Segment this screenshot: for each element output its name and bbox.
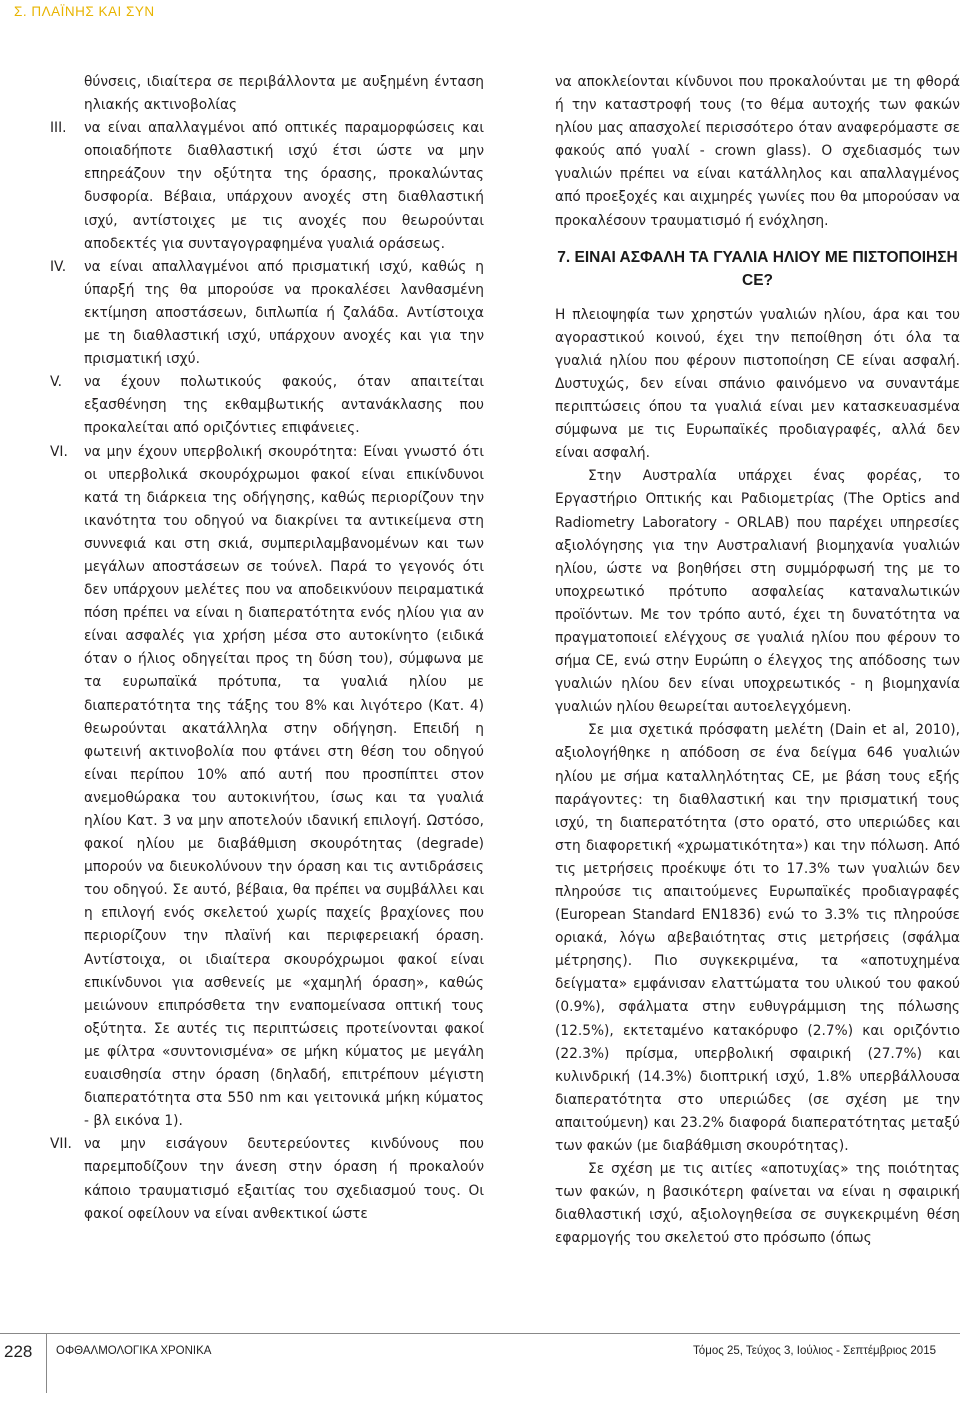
- paragraph-continuation: θύνσεις, ιδιαίτερα σε περιβάλλοντα με αυξημένη ένταση ηλιακής ακτινοβολίας: [84, 74, 484, 114]
- list-item-vi: [50, 441, 484, 1134]
- list-number: VII.: [50, 1136, 72, 1153]
- list-number: V.: [50, 374, 63, 391]
- list-item-iv: [50, 256, 484, 371]
- list-item-text: να είναι απαλλαγμένοι από οπτικές παραμορφώσεις και οποιαδήποτε διαθλαστική ισχύ έτσι ώστε να μην επηρεάζουν την οξύτητα της όρασης, προκαλώντας δυσφορία. Βέβαια, υπάρχουν ανοχές στη διαθλαστική ισχύ, αντίστοιχες με τις ανοχές που θεωρούνται αποδεκτές για συνταγογραφημένα γυαλιά οράσεως.: [84, 120, 484, 252]
- list-item-iii: [50, 117, 484, 256]
- section-heading: 7. ΕΙΝΑΙ ΑΣΦΑΛΗ ΤΑ ΓΥΑΛΙΑ ΗΛΙΟΥ ΜΕ ΠΙΣΤΟΠΟΙΗΣΗ CE?: [557, 248, 958, 289]
- list-number: VI.: [50, 443, 68, 460]
- list-number: III.: [50, 120, 67, 137]
- list-item-text: να μην εισάγουν δευτερεύοντες κινδύνους που παρεμποδίζουν την άνεση στην όραση ή προκαλούν κάποιο τραυματισμό εξαιτίας του σχεδιασμού τους. Οι φακοί οφείλουν να είναι ανθεκτικοί ώστε: [84, 1136, 484, 1222]
- footer-rule: [0, 1333, 960, 1334]
- left-column: [50, 71, 484, 1226]
- list-item-vii: [50, 1133, 484, 1225]
- paragraph-3: Σε μια σχετικά πρόσφατη μελέτη (Dain et al, 2010), αξιολογήθηκε η απόδοση σε ένα δείγμα 646 γυαλιών ηλίου με σήμα καταλληλότητας CE, με βάση τους εξής παράγοντες: τη διαθλαστική και την πρισματική τους ισχύ, τη διαπερατότητα (στο ορατό, στο υπεριώδες και στη διαφορετική «χρωματικότητα») και την πόλωση. Από τις μετρήσεις προέκυψε ότι το 17.3% των γυαλιών δεν πληρούσε τις απαιτούμενες Ευρωπαϊκές προδιαγραφές (European Standard EN1836) ενώ το 3.3% τις πληρούσε οριακά, λόγω αβεβαιότητας στις μετρήσεις (σφάλμα μέτρησης). Πιο συγκεκριμένα, τα «αποτυχημένα δείγματα» εμφάνισαν ελαττώματα του υλικού του φακού (0.9%), σφάλματα στην ευθυγράμμιση της πόλωσης (12.5%), εκτεταμένο κατακόρυφο (2.7%) και οριζόντιο (22.3%) πρίσμα, υπερβολική σφαιρική (27.7%) και κυλινδρική (14.3%) διοπτρική ισχύ, 1.8% υπερβάλλουσα διαπερατότητα στο υπεριώδες (σε σχέση με την απαιτούμενη) και 23.2% διαφορά διαπερατότητας μεταξύ των φακών (με διαβάθμιση σκουρότητας).: [555, 722, 960, 1155]
- paragraph-2: Στην Αυστραλία υπάρχει ένας φορέας, το Εργαστήριο Οπτικής και Ραδιομετρίας (The Optics and Radiometry Laboratory - ORLAB) που παρέχει υπηρεσίες αξιολόγησης για την Αυστραλιανή βιομηχανία γυαλιών ηλίου, ώστε να βοηθήσει στη συμμόρφωσή της με το υποχρεωτικό πρότυπο ασφαλείας καταναλωτικών προϊόντων. Με τον τρόπο αυτό, έχει τη δυνατότητα να πραγματοποιεί ελέγχους σε γυαλιά ηλίου που φέρουν το σήμα CE, ενώ στην Ευρώπη ο έλεγχος της απόδοσης των γυαλιών ηλίου δεν είναι υποχρεωτικός - η βιομηχανία γυαλιών ηλίου θεωρείται αυτοελεγχόμενη.: [555, 468, 960, 716]
- list-item-v: [50, 371, 484, 440]
- paragraph-1: Η πλειοψηφία των χρηστών γυαλιών ηλίου, άρα και του αγοραστικού κοινού, έχει την πεποίθηση ότι όλα τα γυαλιά ηλίου που φέρουν πιστοποίηση CE είναι ασφαλή. Δυστυχώς, δεν είναι σπάνιο φαινόμενο να συναντάμε περιπτώσεις όπου τα γυαλιά είναι μεν κατασκευασμένα σύμφωνα με τις Ευρωπαϊκές προδιαγραφές, αλλά δεν είναι ασφαλή.: [555, 306, 960, 462]
- journal-name: ΟΦΘΑΛΜΟΛΟΓΙΚΑ ΧΡΟΝΙΚΑ: [56, 1345, 212, 1357]
- right-column: [555, 71, 960, 1251]
- issue-info: Τόμος 25, Τεύχος 3, Ιούλιος - Σεπτέμβριος 2015: [693, 1345, 936, 1357]
- page-number: 228: [4, 1342, 33, 1361]
- paragraph-continuation: να αποκλείονται κίνδυνοι που προκαλούνται με τη φθορά ή την καταστροφή τους (το θέμα αυτοχής των φακών ηλίου μας απασχολεί περισσότερο όταν αναφερόμαστε σε φακούς από γυαλί - crown glass). Ο σχεδιασμός των γυαλιών πρέπει να είναι κατάλληλος και απαλλαγμένος από προεξοχές και αιχμηρές γωνίες που θα μπορούσαν να προκαλέσουν τραυματισμό ή ενόχληση.: [555, 74, 960, 229]
- list-number: IV.: [50, 258, 67, 275]
- list-item-text: να είναι απαλλαγμένοι από πρισματική ισχύ, καθώς η ύπαρξή της θα μπορούσε να προκαλέσει λανθασμένη εκτίμηση αποστάσεων, διπλωπία ή ζαλάδα. Αντίστοιχα με τη διαθλαστική ισχύ, υπάρχουν ανοχές και για την πρισματική ισχύ.: [84, 258, 484, 368]
- list-item-text: να μην έχουν υπερβολική σκουρότητα: Είναι γνωστό ότι οι υπερβολικά σκουρόχρωμοι φακοί είναι επικίνδυνοι κατά τη διάρκεια της οδήγησης, καθώς περιορίζουν την ικανότητα του οδηγού να διακρίνει τα αντικείμενα στη συννεφιά και στη σκιά, συμπεριλαμβανομένων και των μεγάλων αποστάσεων σε τούνελ. Παρά το γεγονός ότι δεν υπάρχουν μελέτες που να αποδεικνύουν πειραματικά πόση πρέπει να είναι η διαπερατότητα ενός ηλίου για αν είναι ασφαλές για χρήση μέσα στο αυτοκίνητο (ειδικά όταν ο ήλιος οδηγείται προς τη δύση του), σύμφωνα με τα ευρωπαϊκά πρότυπα, τα γυαλιά ηλίου με διαπερατότητα της τάξης του 8% και λιγότερο (Κατ. 4) θεωρούνται ακατάλληλα στην οδήγηση. Επειδή η φωτεινή ακτινοβολία που φτάνει στη θέση του οδηγού είναι περίπου 10% από αυτή που προσπίπτει στον ανεμοθώρακα του αυτοκινήτου, ίσως και τα γυαλιά ηλίου Κατ. 3 να μην αποτελούν ιδανική επιλογή. Ωστόσο, φακοί ηλίου με διαβάθμιση σκουρότητας (degrade) μπορούν να διευκολύνουν την όραση και τις αντιδράσεις του οδηγού. Σε αυτό, βέβαια, θα πρέπει να συμβάλλει και η επιλογή ενός σκελετού χωρίς παχείς βραχίονες που περιορίζουν την πλαϊνή και περιφερειακή όραση. Αντίστοιχα, οι ιδιαίτερα σκουρόχρωμοι φακοί είναι επικίνδυνοι για ασθενείς με «χαμηλή όραση», καθώς μειώνουν επιπρόσθετα την εναπομείνασα οπτική τους οξύτητα. Σε αυτές τις περιπτώσεις προτείνονται φακοί με φίλτρα «συντονισμένα» σε μήκη κύματος με μεγάλη ευαισθησία στην όραση (δηλαδή, επιτρέπουν μέγιστη διαπερατότητα στα 550 nm και γειτονικά μήκη κύματος - βλ εικόνα 1).: [84, 443, 484, 1130]
- paragraph-4: Σε σχέση με τις αιτίες «αποτυχίας» της ποιότητας των φακών, η βασικότερη φαίνεται να είναι η σφαιρική διαθλαστική ισχύ, αξιολογηθείσα σε συγκεκριμένη θέση εφαρμογής του σκελετού στο πρόσωπο (όπως: [555, 1161, 960, 1247]
- list-item-text: να έχουν πολωτικούς φακούς, όταν απαιτείται εξασθένηση της εκθαμβωτικής αντανάκλασης που προκαλείται από οριζόντιες επιφάνειες.: [84, 374, 484, 437]
- running-header-author: Σ. ΠΛΑΪΝΗΣ ΚΑΙ ΣΥΝ: [14, 4, 155, 19]
